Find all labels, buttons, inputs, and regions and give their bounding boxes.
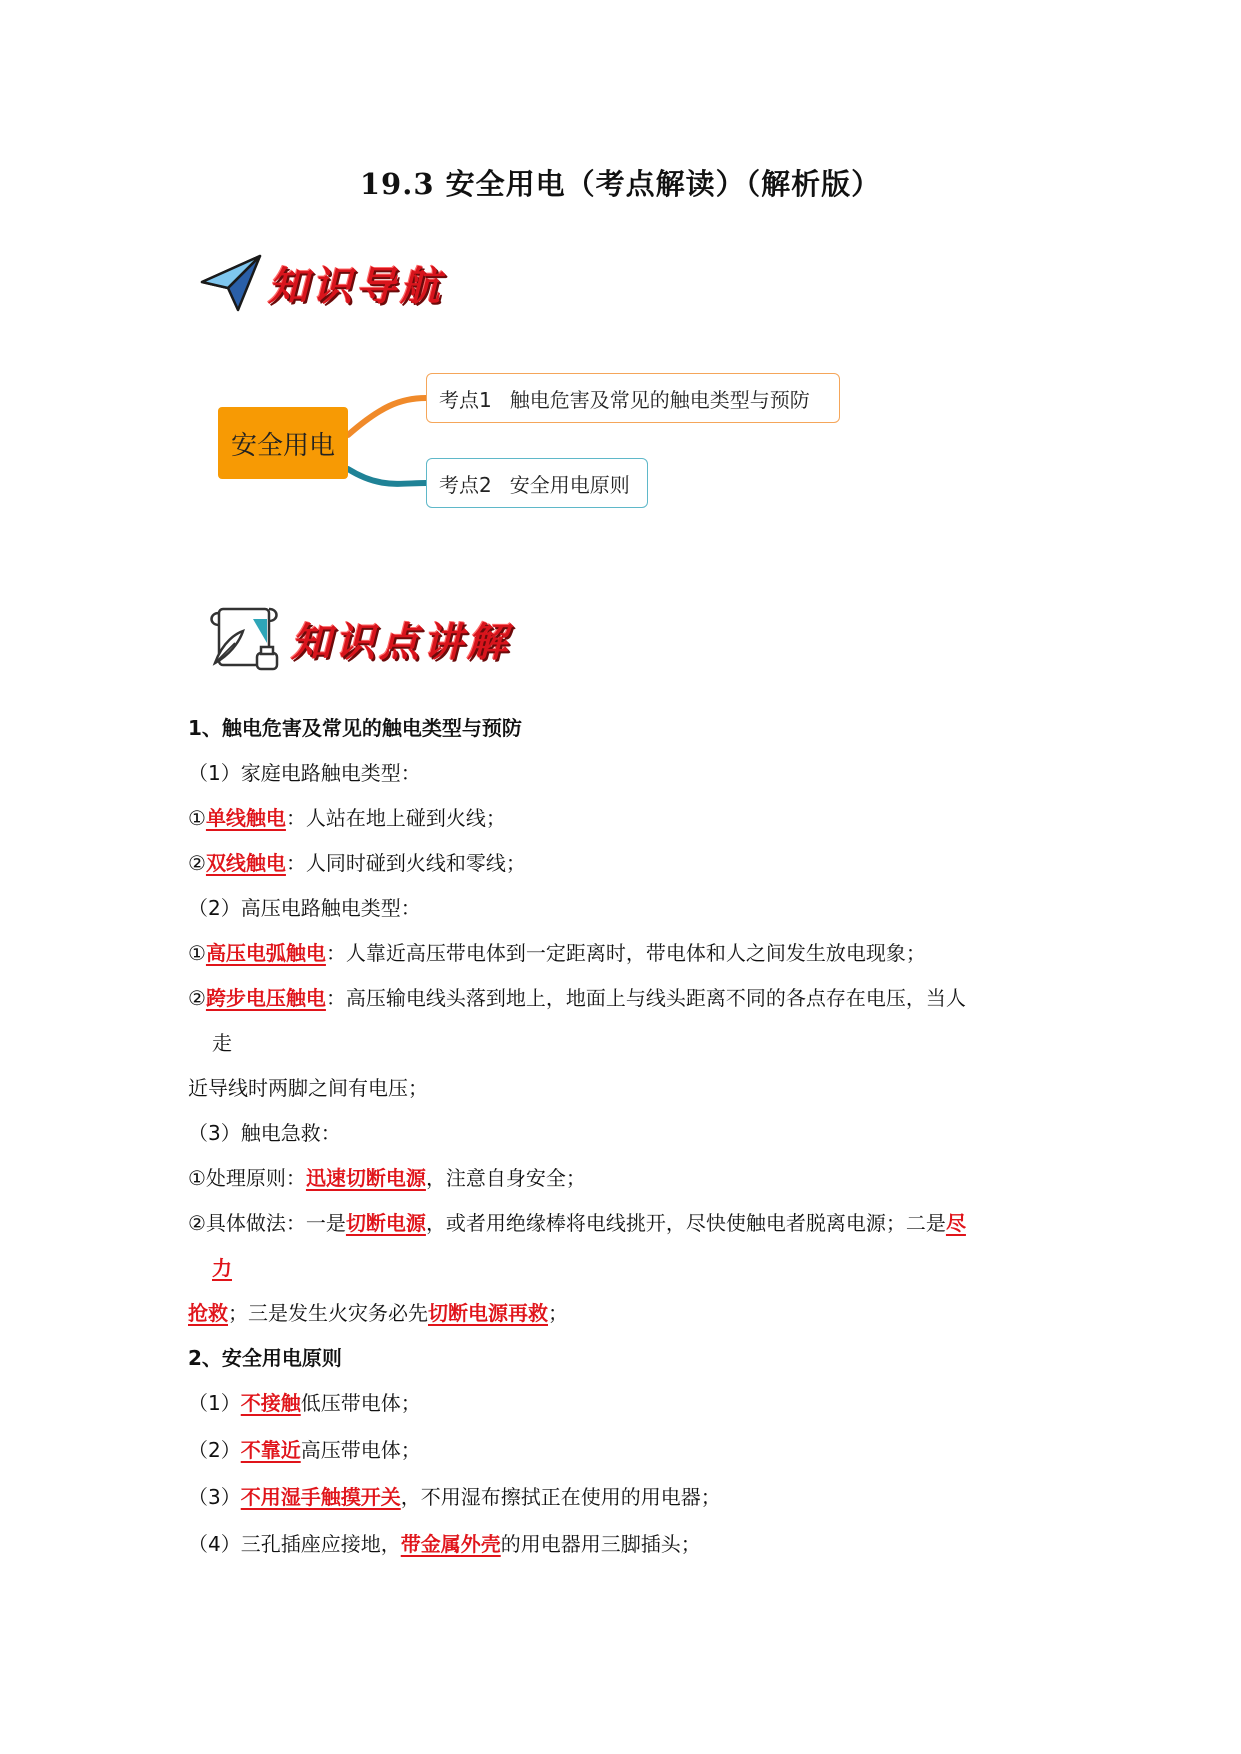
item-marker: ② — [188, 851, 206, 875]
knowledge-points-title: 知识点讲解 — [291, 618, 511, 666]
branch-1-number: 考点1 — [439, 387, 492, 412]
knowledge-content — [188, 706, 1068, 1569]
branch-1-label: 触电危害及常见的触电类型与预防 — [509, 387, 810, 412]
highlight-term: 单线触电 — [205, 806, 286, 830]
highlight-term: 切断电源再救 — [428, 1301, 548, 1325]
paper-plane-icon — [198, 252, 264, 314]
highlight-term: 不靠近 — [240, 1438, 301, 1462]
highlight-term: 不接触 — [240, 1391, 301, 1415]
heading-1: 1、触电危害及常见的触电类型与预防 — [188, 716, 522, 740]
scroll-quill-icon — [205, 603, 283, 675]
item-rescue-method — [188, 1201, 1068, 1246]
item-marker: ② — [188, 986, 206, 1010]
mindmap-branch-1 — [426, 373, 840, 423]
item-marker: （3） — [188, 1485, 241, 1509]
item-double-line-shock — [188, 841, 1068, 886]
item-rescue-method-wrap — [188, 1246, 1068, 1291]
item-text: 高压带电体； — [300, 1438, 421, 1462]
item-text: ，或者用绝缘棒将电线挑开，尽快使触电者脱离电源；二是 — [425, 1211, 946, 1235]
branch-2-number: 考点2 — [439, 472, 492, 497]
item-text: （4）三孔插座应接地， — [188, 1532, 401, 1556]
highlight-term: 高压电弧触电 — [205, 941, 326, 965]
item-text: ②具体做法：一是 — [188, 1211, 346, 1235]
item-text: ；三是发生火灾务必先 — [228, 1301, 428, 1325]
mindmap-branch-2 — [426, 458, 648, 508]
item-text: ； — [548, 1301, 568, 1325]
item-rescue-method-cont — [188, 1291, 1068, 1336]
rule-3 — [188, 1475, 1068, 1522]
item-marker: ① — [188, 806, 206, 830]
knowledge-points-banner — [205, 603, 511, 675]
highlight-term: 跨步电压触电 — [205, 986, 326, 1010]
mindmap-root-node: 安全用电 — [218, 407, 348, 479]
item-text: ：人站在地上碰到火线； — [285, 806, 506, 830]
item-single-line-shock — [188, 796, 1068, 841]
highlight-term: 切断电源 — [345, 1211, 426, 1235]
rule-4 — [188, 1522, 1068, 1569]
highlight-term: 不用湿手触摸开关 — [240, 1485, 401, 1509]
item-arc-shock — [188, 931, 1068, 976]
knowledge-nav-banner — [198, 252, 444, 314]
item-text: ：人同时碰到火线和零线； — [285, 851, 526, 875]
item-marker: （2） — [188, 1438, 241, 1462]
item-text: ：人靠近高压带电体到一定距离时，带电体和人之间发生放电现象； — [325, 941, 926, 965]
connector-branch-2 — [348, 469, 426, 484]
item-text: ，不用湿布擦拭正在使用的用电器； — [400, 1485, 721, 1509]
item-marker: （1） — [188, 1391, 241, 1415]
item-step-voltage-wrap: 走 — [212, 1031, 232, 1055]
item-step-voltage-shock — [188, 976, 1068, 1021]
subsection-2: （2）高压电路触电类型： — [188, 896, 421, 920]
item-step-voltage-cont: 近导线时两脚之间有电压； — [188, 1076, 428, 1100]
item-text: ，注意自身安全； — [425, 1166, 586, 1190]
heading-2: 2、安全用电原则 — [188, 1346, 342, 1370]
item-marker: ① — [188, 941, 206, 965]
branch-2-label: 安全用电原则 — [509, 472, 630, 497]
page-title: 19.3 安全用电（考点解读）（解析版） — [359, 167, 882, 201]
highlight-term: 尽 — [945, 1211, 966, 1235]
connector-branch-1 — [348, 398, 426, 435]
highlight-term: 力 — [212, 1256, 232, 1280]
rule-2 — [188, 1428, 1068, 1475]
item-text: 的用电器用三脚插头； — [500, 1532, 701, 1556]
highlight-term: 带金属外壳 — [400, 1532, 501, 1556]
item-text: ：高压输电线头落到地上，地面上与线头距离不同的各点存在电压，当人 — [325, 986, 966, 1010]
subsection-1: （1）家庭电路触电类型： — [188, 761, 421, 785]
mindmap — [210, 365, 850, 535]
rule-1 — [188, 1381, 1068, 1428]
item-text: 低压带电体； — [300, 1391, 421, 1415]
highlight-term: 抢救 — [188, 1301, 228, 1325]
knowledge-nav-title: 知识导航 — [268, 262, 444, 310]
item-text: ①处理原则： — [188, 1166, 306, 1190]
highlight-term: 双线触电 — [205, 851, 286, 875]
item-rescue-principle — [188, 1156, 1068, 1201]
highlight-term: 迅速切断电源 — [305, 1166, 426, 1190]
subsection-3: （3）触电急救： — [188, 1121, 341, 1145]
